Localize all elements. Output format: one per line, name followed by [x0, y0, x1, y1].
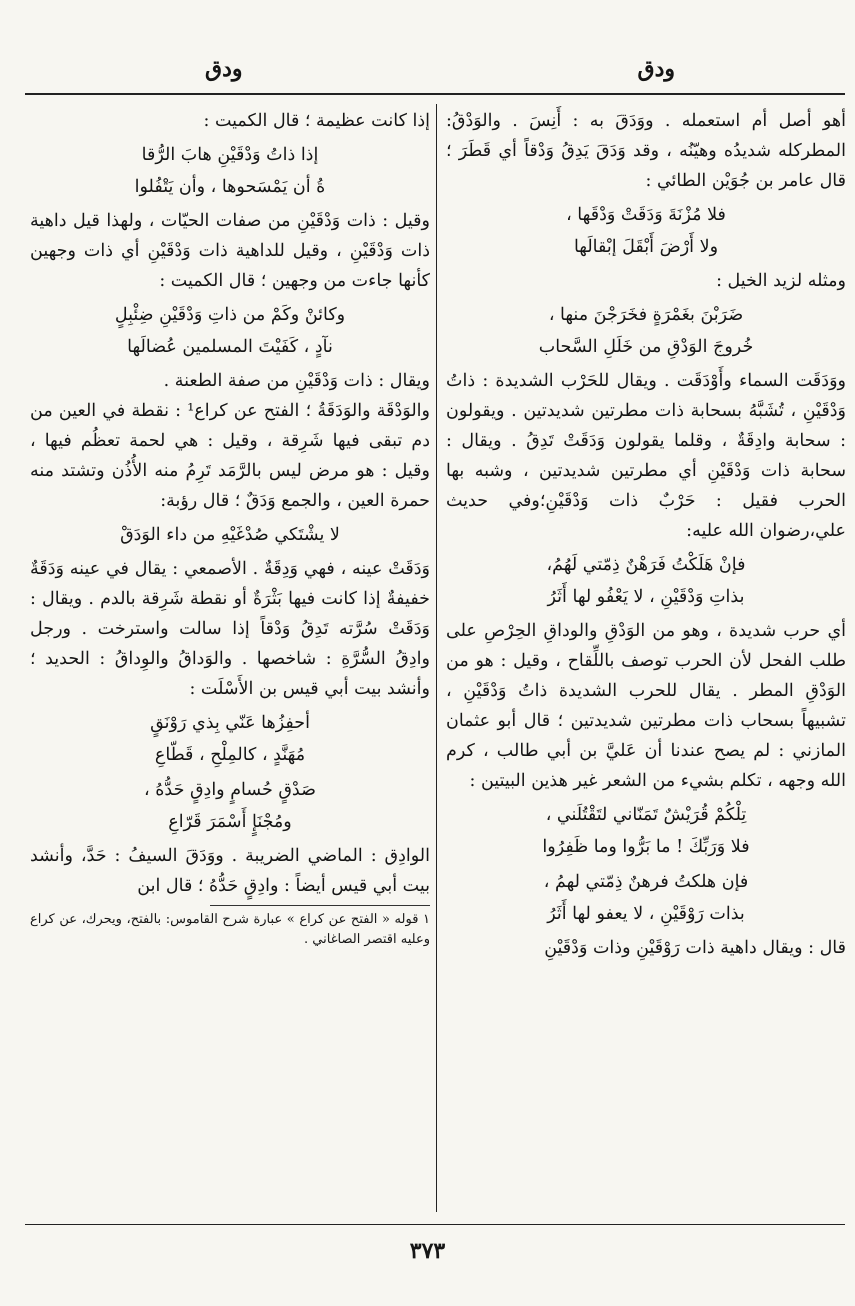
entry-paragraph: الوادِق : الماضي الضريبة . ووَدَقَ السيفُ : حَدَّ، وأنشد بيت أبي قيس أيضاً : وادِقٍ حَدُّهُ ؛ قال ابن: [30, 846, 430, 896]
poetry-verse: [446, 799, 846, 863]
verse-line: تِلْكُمْ قُرَيْشٌ تَمَنّاني لتَقْتُلَني ،: [545, 805, 747, 825]
entry-paragraph: ووَدَقَت السماء وأَوْدَقَت . ويقال للحَرْب الشديدة : ذاتُ وَدْقَيْنِ ، تُشَبَّهُ بسحابة ذات مطرتين شديدتين . ويقولون : سحابة وادِقَةٌ ، وقلما يقولون وَدَقَتْ تَدِقُ . ويقال : سحابة ذات وَدْقَيْنِ أي مطرتين شديدتين ، وشبه بها الحرب فقيل : حَرْبٌ ذات وَدْقَيْنِ؛وفي حديث علي،رضوان الله عليه:: [446, 371, 846, 541]
verse-line: لا يشْتَكي صُدْغَيْهِ من داء الوَدَقْ: [120, 525, 340, 545]
page-number: ٣٧٣: [409, 1238, 446, 1264]
entry-paragraph: أهو أصل أم استعمله . ووَدَقَ به : أَنِسَ . والوَدْقُ: المطركله شديدُه وهيّنُه ، وقد وَدَقَ يَدِقُ وَدْقاً أي قَطَرَ ؛ قال عامر بن جُوَيْن الطائي :: [446, 111, 846, 191]
verse-line: ةُ أن يَمْسَحوها ، وأن يَتْفُلوا: [134, 177, 326, 197]
column-divider: [436, 104, 437, 1212]
footnote-rule: [210, 905, 430, 906]
verse-line: وكائنْ وكَمْ من ذاتِ وَدْقَيْنِ ضِئْبِلٍ: [114, 305, 346, 325]
verse-line: فإن هلكتُ فرهنٌ ذِمّتي لهمُ ،: [543, 872, 749, 892]
poetry-verse: [30, 139, 430, 203]
poetry-verse: [446, 866, 846, 930]
verse-line: خُروجَ الوَدْقِ من خَلَلِ السَّحاب: [538, 337, 754, 357]
verse-line: صَدْقٍ حُسامٍ وادِقٍ حَدُّهُ ،: [144, 780, 316, 800]
entry-paragraph: أي حرب شديدة ، وهو من الوَدْقِ والوداقِ الحِرْصِ على طلب الفحل لأن الحرب توصف باللِّقاح ، وقيل : هو من الوَدْقِ المطر . يقال للحرب الشديدة ذاتُ وَدْقَيْنِ ، تشبيهاً بسحاب ذات مطرتين شديدتين ؛ قال أبو عثمان المازني : لم يصح عندنا أن عَليَّ بن أبي طالب ، كرم الله وجهه ، تكلم بشيء من الشعر غير هذين البيتين :: [446, 621, 846, 791]
footer-rule: [25, 1224, 845, 1225]
verse-line: إذا ذاتُ وَدْقَيْنِ هابَ الرُّقا: [141, 145, 319, 165]
entry-paragraph: إذا كانت عظيمة ؛ قال الكميت :: [203, 111, 430, 131]
poetry-verse: [446, 199, 846, 263]
entry-paragraph: والوَدْقَة والوَدَقَةُ ؛ الفتح عن كراع¹ : نقطة في العين من دم تبقى فيها شَرِقة ، وقيل : هي لحمة تعظُم فيها ، وقيل : هو مرض ليس بالرَّمَد تَرِمُ منه الأُذُن وتشتد منه حمرة العين ، والجمع وَدَقٌ ؛ قال رؤبة:: [30, 401, 430, 511]
entry-paragraph: قال : ويقال داهية ذات رَوْقَيْنِ وذات وَدْقَيْنِ: [544, 938, 846, 958]
verse-line: فإنْ هَلَكْتُ فَرَهْنٌ ذِمّتي لَهُمُ،: [546, 555, 746, 575]
poetry-verse: [30, 707, 430, 771]
verse-line: ضَرَبْنَ بغَمْرَةٍ فخَرَجْنَ منها ،: [548, 305, 744, 325]
entry-paragraph: ويقال : ذات وَدْقَيْنِ من صفة الطعنة .: [163, 371, 430, 391]
verse-line: ومُجْنَإٍ أَسْمَرَ قَرّاعِ: [168, 812, 292, 832]
running-head-right: ودق: [637, 56, 675, 82]
verse-line: مُهَنَّدٍ ، كالمِلْحِ ، قَطّاعِ: [154, 745, 306, 765]
footnote: ١ قوله « الفتح عن كراع » عبارة شرح القاموس: بالفتح، ويحرك، عن كراع وعليه اقتصر الصاغاني .: [30, 912, 430, 947]
poetry-verse: [30, 299, 430, 363]
poetry-verse: [30, 774, 430, 838]
header-rule: [25, 93, 845, 95]
poetry-verse: [446, 549, 846, 613]
verse-line: ولا أَرْضَ أَبْقَلَ إبْقالَها: [573, 237, 719, 257]
poetry-verse: [30, 519, 430, 551]
entry-paragraph: وَدَقَتْ عينه ، فهي وَدِقَةٌ . الأصمعي : يقال في عينه وَدَقَةٌ خفيفةٌ إذا كانت فيها بَثْرَةٌ أو نقطة شَرِقة بالدم . ويقال : وَدَقَتْ سُرَّته تَدِقُ وَدْقاً إذا سالت واسترخت . ورجل وادِقُ السُّرَّةِ : شاخصها . والوَداقُ والوِداقُ : الحديد ؛ وأنشد بيت أبي قيس بن الأَسْلَت :: [30, 559, 430, 699]
verse-line: نآدٍ ، كَفَيْتَ المسلمين عُضالَها: [127, 337, 333, 357]
verse-line: بذاتِ وَدْقَيْنِ ، لا يَعْفُو لها أَثَرُ: [547, 587, 745, 607]
verse-line: بذات رَوْقَيْنِ ، لا يعفو لها أَثَرُ: [547, 904, 745, 924]
verse-line: أحفِزُها عَنّي بِذي رَوْنَقٍ: [150, 713, 310, 733]
verse-line: فلا وَرَبِّكَ ! ما بَرُّوا وما ظَفِرُوا: [542, 837, 750, 857]
running-head-left: ودق: [205, 56, 243, 82]
entry-paragraph: ومثله لزيد الخيل :: [716, 271, 846, 291]
poetry-verse: [446, 299, 846, 363]
right-column: [446, 106, 846, 963]
entry-paragraph: وقيل : ذات وَدْقَيْنِ من صفات الحيّات ، ولهذا قيل داهية ذات وَدْقَيْنِ ، وقيل للداهية ذات وَدْقَيْنِ أي ذات وجهين كأنها جاءت من وجهين ؛ قال الكميت :: [30, 211, 430, 291]
verse-line: فلا مُزْنَةَ وَدَقَتْ وَدْقَها ،: [566, 205, 726, 225]
left-column: [30, 106, 430, 950]
